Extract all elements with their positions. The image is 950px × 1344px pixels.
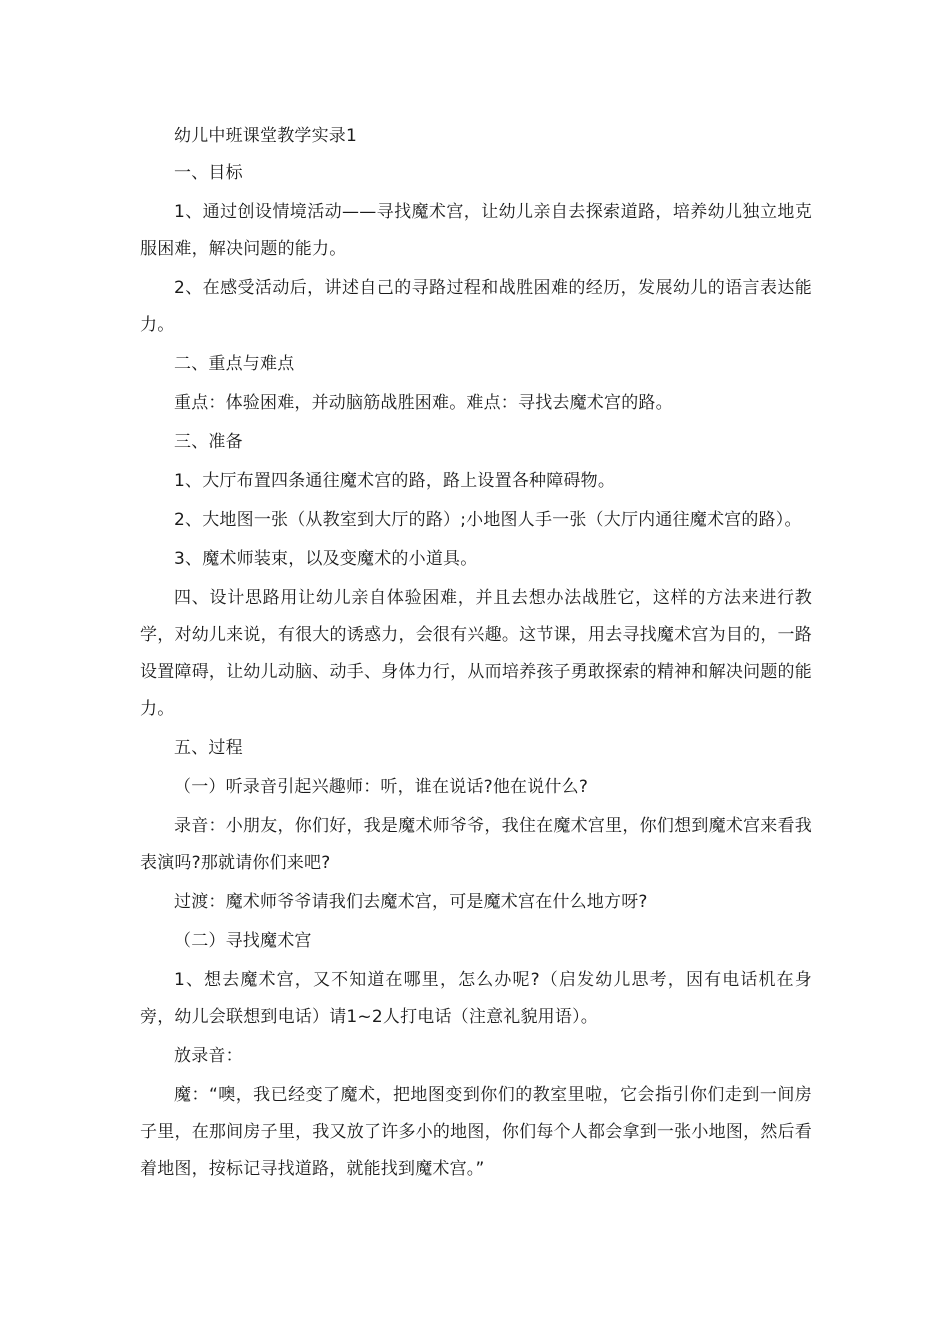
paragraph: 重点：体验困难，并动脑筋战胜困难。难点：寻找去魔术宫的路。 <box>174 393 673 413</box>
paragraph: 2、大地图一张（从教室到大厅的路）;小地图人手一张（大厅内通往魔术宫的路）。 <box>174 510 802 530</box>
section-heading-process: 五、过程 <box>174 738 243 758</box>
paragraph: 1、大厅布置四条通往魔术宫的路，路上设置各种障碍物。 <box>174 471 616 491</box>
paragraph: 1、通过创设情境活动——寻找魔术宫，让幼儿亲自去探索道路，培养幼儿独立地克服困难，解决问题的能力。 <box>140 202 812 259</box>
paragraph: 四、设计思路用让幼儿亲自体验困难，并且去想办法战胜它，这样的方法来进行教学，对幼儿来说，有很大的诱惑力，会很有兴趣。这节课，用去寻找魔术宫为目的，一路设置障碍，让幼儿动脑、动手、身体力行，从而培养孩子勇敢探索的精神和解决问题的能力。 <box>140 588 812 719</box>
paragraph: 1、想去魔术宫，又不知道在哪里，怎么办呢?（启发幼儿思考，因有电话机在身旁，幼儿会联想到电话）请1~2人打电话（注意礼貌用语）。 <box>140 970 812 1027</box>
paragraph: 录音：小朋友，你们好，我是魔术师爷爷，我住在魔术宫里，你们想到魔术宫来看我表演吗?那就请你们来吧? <box>140 816 812 873</box>
paragraph: 3、魔术师装束，以及变魔术的小道具。 <box>174 549 478 569</box>
paragraph: 过渡：魔术师爷爷请我们去魔术宫，可是魔术宫在什么地方呀? <box>174 892 648 912</box>
paragraph: 放录音： <box>174 1046 243 1066</box>
document-body <box>140 118 812 1188</box>
document-title: 幼儿中班课堂教学实录1 <box>174 126 358 146</box>
section-heading-preparation: 三、准备 <box>174 432 243 452</box>
paragraph: 2、在感受活动后，讲述自己的寻路过程和战胜困难的经历，发展幼儿的语言表达能力。 <box>140 278 812 335</box>
paragraph: 魔：“噢，我已经变了魔术，把地图变到你们的教室里啦，它会指引你们走到一间房子里，在那间房子里，我又放了许多小的地图，你们每个人都会拿到一张小地图，然后看着地图，按标记寻找道路，就能找到魔术宫。” <box>140 1085 812 1179</box>
paragraph: （一）听录音引起兴趣师：听，谁在说话?他在说什么? <box>174 777 589 797</box>
subsection-heading: （二）寻找魔术宫 <box>174 931 312 951</box>
section-heading-key-points: 二、重点与难点 <box>174 354 295 374</box>
section-heading-goals: 一、目标 <box>174 163 243 183</box>
